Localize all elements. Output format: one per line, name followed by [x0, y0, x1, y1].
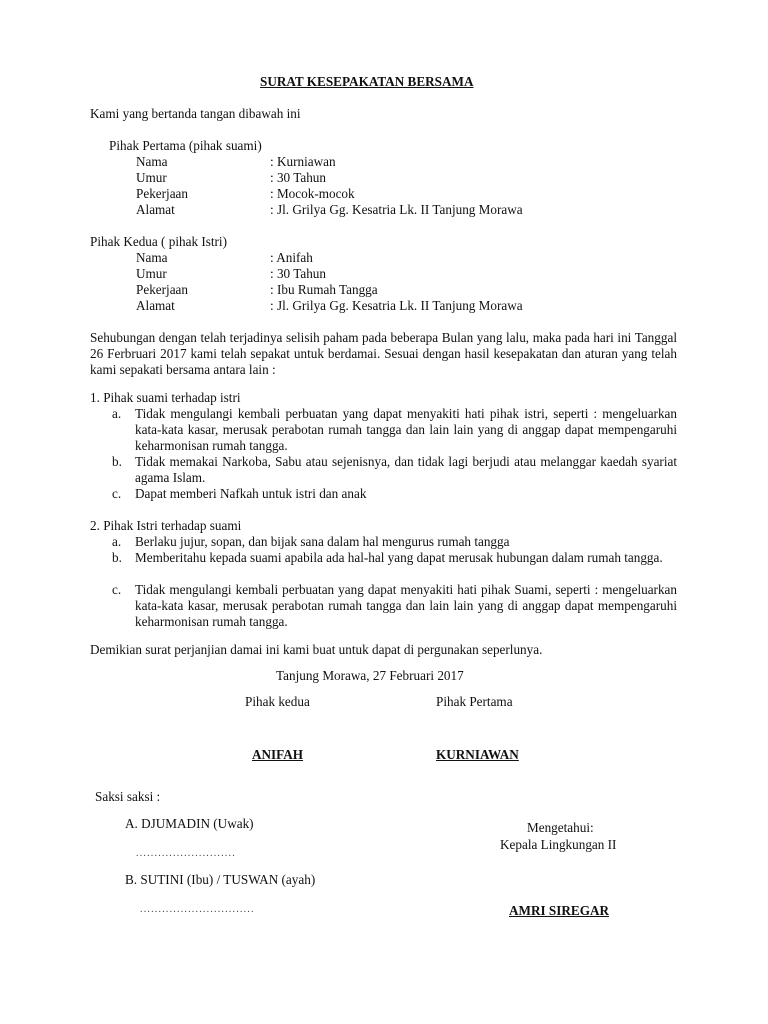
pihak-pertama-umur-value: : 30 Tahun [270, 170, 326, 185]
section-2-item-a-text: Berlaku jujur, sopan, dan bijak sana dalam hal mengurus rumah tangga [135, 534, 510, 549]
section-2-item-c-letter: c. [112, 582, 122, 597]
pihak-kedua-nama-value: : Anifah [270, 250, 313, 265]
section-1-item-a-text: Tidak mengulangi kembali perbuatan yang dapat menyakiti hati pihak istri, seperti : mengeluarkan kata-kata kasar, merusak perabotan rumah tangga dan lain lain yang di anggap dapat mempengaruhi keharmonisan rumah tangga. [135, 406, 677, 453]
pihak-kedua-umur-value: : 30 Tahun [270, 266, 326, 281]
pihak-kedua-alamat-value: : Jl. Grilya Gg. Kesatria Lk. II Tanjung Morawa [270, 298, 523, 313]
saksi-b-signature-line: ............................... [140, 904, 255, 915]
mengetahui-label: Mengetahui: [527, 820, 594, 835]
document-title: SURAT KESEPAKATAN BERSAMA [260, 74, 474, 89]
saksi-a-signature-line: ........................... [136, 848, 236, 859]
pihak-pertama-signature-name: KURNIAWAN [436, 747, 519, 762]
kepala-lingkungan-name: AMRI SIREGAR [509, 903, 610, 918]
pihak-pertama-pekerjaan-value: : Mocok-mocok [270, 186, 355, 201]
pihak-kedua-heading: Pihak Kedua ( pihak Istri) [90, 234, 227, 249]
section-2-item-c-text: Tidak mengulangi kembali perbuatan yang dapat menyakiti hati pihak Suami, seperti : mengeluarkan kata-kata kasar, merusak perabotan rumah tangga dan lain lain yang di anggap dapat mempengaruhi keharmonisan rumah tangga. [135, 582, 677, 629]
pihak-pertama-pekerjaan-label: Pekerjaan [136, 186, 188, 201]
pihak-pertama-alamat-value: : Jl. Grilya Gg. Kesatria Lk. II Tanjung Morawa [270, 202, 523, 217]
saksi-heading: Saksi saksi : [95, 789, 161, 804]
closing-line: Demikian surat perjanjian damai ini kami buat untuk dapat di pergunakan seperlunya. [90, 642, 543, 657]
pihak-pertama-nama-value: : Kurniawan [270, 154, 336, 169]
kepala-lingkungan-role: Kepala Lingkungan II [500, 837, 617, 852]
section-2-item-b-letter: b. [112, 550, 122, 565]
section-1-item-a-letter: a. [112, 406, 122, 421]
pihak-pertama-nama-label: Nama [136, 154, 168, 169]
pihak-kedua-sign-label: Pihak kedua [245, 694, 310, 709]
section-1-item-b-text: Tidak memakai Narkoba, Sabu atau sejenisnya, dan tidak lagi berjudi atau melanggar kaedah syariat agama Islam. [135, 454, 677, 485]
section-2-heading: 2. Pihak Istri terhadap suami [90, 518, 242, 533]
pihak-pertama-heading: Pihak Pertama (pihak suami) [109, 138, 262, 153]
section-1-item-c-text: Dapat memberi Nafkah untuk istri dan anak [135, 486, 367, 501]
section-1-item-c-letter: c. [112, 486, 122, 501]
pihak-pertama-sign-label: Pihak Pertama [436, 694, 513, 709]
pihak-pertama-umur-label: Umur [136, 170, 167, 185]
section-2-item-b-text: Memberitahu kepada suami apabila ada hal-hal yang dapat merusak hubungan dalam rumah tangga. [135, 550, 663, 565]
pihak-kedua-pekerjaan-value: : Ibu Rumah Tangga [270, 282, 378, 297]
section-2-item-a-letter: a. [112, 534, 122, 549]
intro-line: Kami yang bertanda tangan dibawah ini [90, 106, 301, 121]
section-1-heading: 1. Pihak suami terhadap istri [90, 390, 241, 405]
saksi-a: A. DJUMADIN (Uwak) [125, 816, 254, 831]
body-paragraph: Sehubungan dengan telah terjadinya selisih paham pada beberapa Bulan yang lalu, maka pada hari ini Tanggal 26 Ferbruari 2017 kami telah sepakat untuk berdamai. Sesuai dengan hasil kesepakatan dan aturan yang telah kami sepakati bersama antara lain : [90, 330, 677, 377]
pihak-kedua-signature-name: ANIFAH [252, 747, 304, 762]
pihak-kedua-alamat-label: Alamat [136, 298, 175, 313]
place-date: Tanjung Morawa, 27 Februari 2017 [276, 668, 464, 683]
pihak-pertama-alamat-label: Alamat [136, 202, 175, 217]
pihak-kedua-pekerjaan-label: Pekerjaan [136, 282, 188, 297]
section-1-item-b-letter: b. [112, 454, 122, 469]
pihak-kedua-nama-label: Nama [136, 250, 168, 265]
saksi-b: B. SUTINI (Ibu) / TUSWAN (ayah) [125, 872, 316, 887]
pihak-kedua-umur-label: Umur [136, 266, 167, 281]
